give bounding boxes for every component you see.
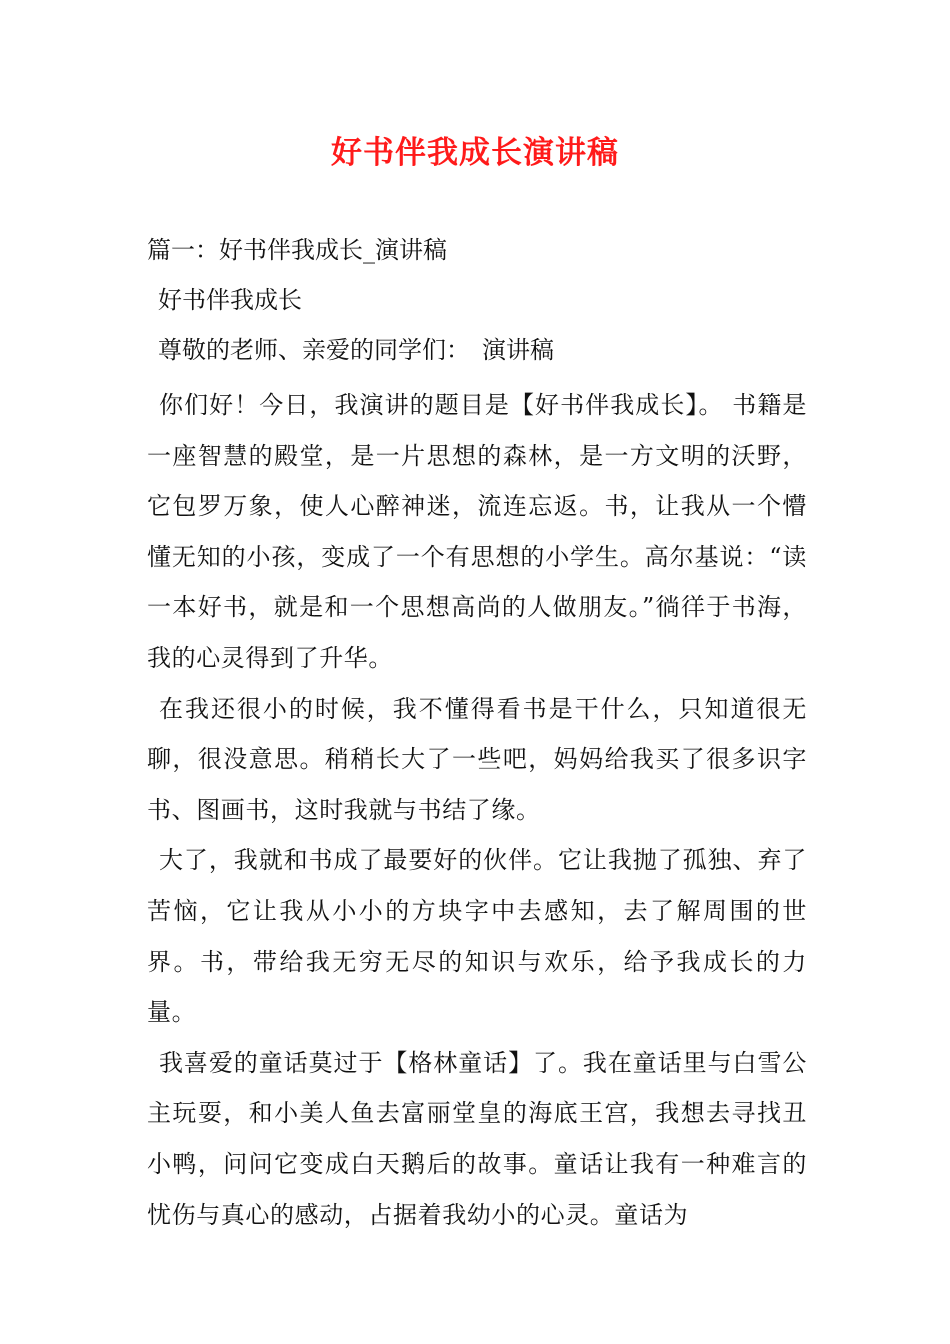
document-body: [147, 380, 807, 1240]
paragraph: 我喜爱的童话莫过于【格林童话】了。我在童话里与白雪公主玩耍，和小美人鱼去富丽堂皇的海底王宫，我想去寻找丑小鸭，问问它变成白天鹅后的故事。童话让我有一种难言的忧伤与真心的感动，占据着我幼小的心灵。童话为: [147, 1048, 807, 1229]
paragraph: 在我还很小的时候，我不懂得看书是干什么，只知道很无聊，很没意思。稍稍长大了一些吧，妈妈给我买了很多识字书、图画书，这时我就与书结了缘。: [147, 694, 807, 824]
section-heading: 篇一：好书伴我成长_演讲稿: [147, 236, 447, 264]
document-title: 好书伴我成长演讲稿: [331, 135, 619, 171]
salutation: 尊敬的老师、亲爱的同学们： 演讲稿: [158, 336, 554, 364]
paragraph: 你们好！今日，我演讲的题目是【好书伴我成长】。 书籍是一座智慧的殿堂，是一片思想的森林，是一方文明的沃野，它包罗万象，使人心醉神迷，流连忘返。书，让我从一个懵懂无知的小孩，变成了一个有思想的小学生。高尔基说：“读一本好书，就是和一个思想高尚的人做朋友。”徜徉于书海，我的心灵得到了升华。: [147, 391, 807, 672]
speech-subtitle: 好书伴我成长: [158, 286, 302, 314]
paragraph: 大了，我就和书成了最要好的伙伴。它让我抛了孤独、弃了苦恼，它让我从小小的方块字中去感知，去了解周围的世界。书，带给我无穷无尽的知识与欢乐，给予我成长的力量。: [147, 846, 807, 1027]
